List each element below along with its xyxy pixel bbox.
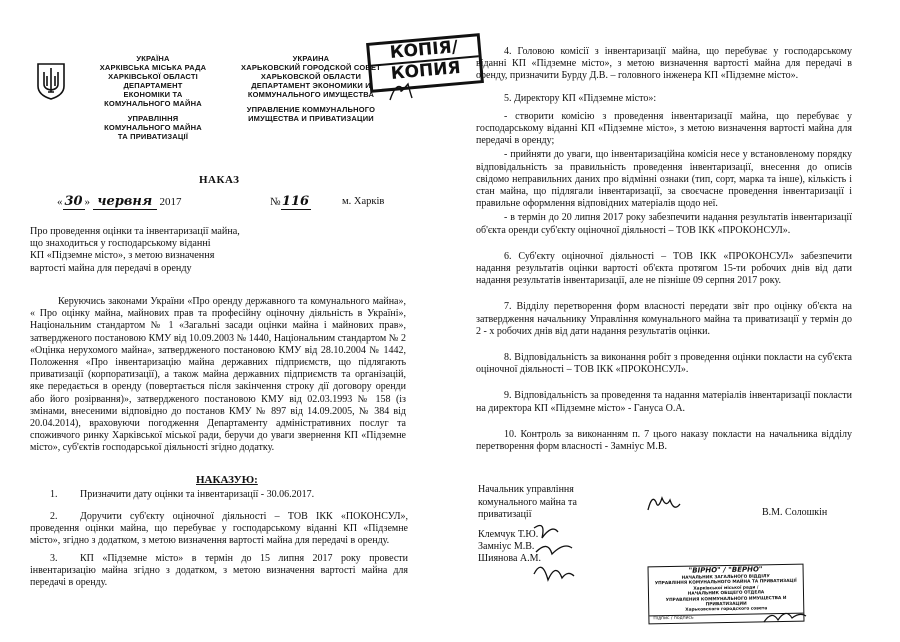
stamp-line: НАЧАЛЬНИК ЗАГАЛЬНОГО ВІДДІЛУ — [681, 574, 770, 581]
position-line: приватизації — [478, 509, 532, 521]
header-line: КОММУНАЛЬНОГО ИМУЩЕСТВА — [247, 90, 375, 99]
header-line: ХАРКІВСЬКОЇ ОБЛАСТІ — [108, 72, 198, 81]
order-item — [30, 553, 408, 589]
approval-signatures — [528, 518, 588, 595]
subject-line: КП «Підземне місто», з метою визначення — [30, 250, 215, 262]
date-month: червня — [93, 194, 157, 210]
header-line: УКРАЇНА — [136, 54, 170, 63]
header-line: ЕКОНОМІКИ ТА — [123, 90, 183, 99]
order-item-text: КП «Підземне місто» в термін до 15 липня 2017 року провести інвентаризацію майна згідно з додатком, з метою визначення вартості майна для передачі в оренду. — [30, 553, 408, 588]
approval-name: Клемчук Т.Ю. — [478, 529, 539, 540]
header-line: ТА ПРИВАТИЗАЦІЇ — [117, 132, 189, 141]
copy-stamp-line1: КОПІЯ/ — [389, 37, 459, 63]
true-copy-stamp-sign-label: Підпис / подпись — [649, 612, 803, 621]
header-line: УПРАВЛІННЯ — [127, 114, 179, 123]
header-line: УКРАИНА — [292, 54, 330, 63]
position-line: комунального майна та — [478, 496, 577, 508]
order-item: - створити комісію з проведення інвентаризації майна, що перебуває у господарському віданні КП «Підземне місто», з метою визначення вартості майна для передачі в оренду; — [476, 110, 852, 147]
signatory-name: В.М. Солошкін — [762, 507, 828, 518]
copy-stamp-line2: КОПИЯ — [371, 55, 480, 85]
stamp-line: УПРАВЛІННЯ КОМУНАЛЬНОГО МАЙНА ТА ПРИВАТИЗАЦІЇ — [654, 579, 797, 587]
stamp-line: НАЧАЛЬНИК ОБЩЕГО ОТДЕЛА — [687, 590, 765, 597]
signature-scribble-top — [386, 78, 416, 109]
header-right-rus — [236, 54, 386, 123]
approval-name: Шиянова А.М. — [478, 553, 542, 564]
order-item: 7. Відділу перетворення форм власності передати звіт про оцінку об'єкта на затвердження начальнику Управління комунального майна та приватизації у термін до 2 - х робочих днів від дати надання результатів оцінки. — [476, 301, 852, 337]
header-line: ХАРЬКОВСКОЙ ОБЛАСТИ — [260, 72, 362, 81]
order-item-number: 3. — [50, 553, 58, 564]
header-line: ДЕПАРТАМЕНТ ЭКОНОМИКИ И — [251, 81, 371, 90]
date-open-quote: « — [57, 196, 63, 208]
number-prefix: № — [270, 196, 281, 208]
date-day: 30 — [64, 194, 83, 209]
order-item: 6. Суб'єкту оціночної діяльності – ТОВ ІКК «ПРОКОНСУЛ» забезпечити надання результатів оцінки вартості об'єкта протягом 15-ти робочих днів від дати надання результатів інвентаризації, але не пізніше 09 серпня 2017 року. — [476, 250, 852, 287]
stamp-line: Харьковского городского совета — [685, 606, 768, 614]
copy-stamp — [366, 33, 484, 93]
order-item: - прийняти до уваги, що інвентаризаційна комісія несе у встановленому порядку відповідальність за правильність проведення інвентаризації, внесення до описів свідомо неправильних даних про відмінні ознаки (тип, сорт, марка та інше), кількість і стан майна, що підлягали інвентаризації, за своєчасне проведення інвентаризації і правильне оформлення відповідних матеріалів щодо неї. — [476, 149, 852, 210]
order-item: 8. Відповідальність за виконання робіт з проведення оцінки покласти на суб'єкта оціночної діяльності – ТОВ ІКК «ПРОКОНСУЛ». — [476, 352, 852, 376]
order-item: 5. Директору КП «Підземне місто»: — [504, 92, 657, 104]
order-item: 9. Відповідальність за проведення та надання матеріалів інвентаризації покласти на директора КП «Підземне місто» - Гануса О.А. — [476, 390, 852, 414]
date-year: 2017 — [159, 196, 182, 208]
order-city: м. Харків — [342, 196, 385, 207]
order-item: - в термін до 20 липня 2017 року забезпечити надання результатів інвентаризації об'єкта оренди суб'єкту оціночної діяльності – ТОВ ІКК «ПРОКОНСУЛ». — [476, 212, 852, 236]
true-copy-stamp-title: "ВІРНО" / "ВЕРНО" — [688, 565, 763, 575]
order-item-number: 2. — [50, 511, 58, 522]
order-item: 4. Головою комісії з інвентаризації майна, що перебуває у господарському віданні КП «Підземне місто», з метою визначення вартості майна для передачі в оренду, призначити Бурду Д.В. – головного інженера КП «Підземне місто». — [476, 46, 852, 82]
header-line: КОМУНАЛЬНОГО МАЙНА — [104, 99, 202, 108]
stamp-line: Харківської міської ради / — [693, 585, 759, 592]
order-items-right — [476, 46, 852, 453]
header-line: ИМУЩЕСТВА И ПРИВАТИЗАЦИИ — [248, 114, 374, 123]
stamp-line: УПРАВЛЕНИЯ КОММУНАЛЬНОГО ИМУЩЕСТВА И ПРИВАТИЗАЦИИ — [665, 595, 787, 608]
order-subject — [30, 226, 290, 275]
order-date — [57, 194, 237, 210]
order-item-text: Доручити суб'єкту оціночної діяльності – ТОВ ІКК «ПОКОНСУЛ», проведення оцінки майна, що перебуває у господарському віданні КП «Підземне місто», згідно з додатком, з метою визначення вартості майна для передачі в оренду. — [30, 511, 408, 546]
orders-heading: НАКАЗУЮ: — [196, 474, 258, 486]
header-line: УПРАВЛЕНИЕ КОММУНАЛЬНОГО — [246, 105, 376, 114]
number-value: 116 — [281, 194, 310, 209]
header-line: КОМУНАЛЬНОГО МАЙНА — [104, 123, 202, 132]
order-item: 10. Контроль за виконанням п. 7 цього наказу покласти на начальника відділу перетворення форм власності - Замніус М.В. — [476, 428, 852, 453]
stamp-signature — [760, 606, 810, 631]
subject-line: вартості майна для передачі в оренду — [30, 262, 192, 274]
subject-line: що знаходиться у господарському віданні — [30, 238, 211, 250]
coat-of-arms-emblem — [36, 62, 66, 100]
signature-head — [644, 490, 684, 523]
subject-line: Про проведення оцінки та інвентаризації майна, — [30, 226, 240, 237]
header-line: ХАРКІВСЬКА МІСЬКА РАДА — [99, 63, 207, 72]
header-line: ХАРЬКОВСКИЙ ГОРОДСКОЙ СОВЕТ — [241, 63, 381, 72]
order-items-left — [30, 489, 408, 595]
preamble-text: Керуючись законами України «Про оренду державного та комунального майна», « Про оцінку майна, майнових прав та професійну оціночну діяльність в Україні», Національним стандартом № 1 «Загальні засади оцінки майна і майнових прав», затвердженого постановою КМУ від 10.09.2003 № 1440, Національним стандартом № 2 «Оцінка нерухомого майна», затвердженого постановою КМУ від 28.10.2004 № 1442, Положення «Про інвентаризацію майна державних підприємств, що підлягають приватизації (корпоратизації), а також майна державних підприємств та організацій, яке передається в оренду (повертається після закінчення строку дії договору оренди або його розірвання)», затвердженого постановою КМУ від 02.03.1993 № 158 (із змінами, внесеними відповідно до постанов КМУ № 897 від 14.09.2005, № 384 від 20.04.2014), враховуючи погодження Департаменту адміністративних послуг та споживчого ринку Харківської міської ради, беручи до уваги звернення КП «Підземне місто», суб'єктів господарської діяльності згідно додатку. — [30, 296, 406, 454]
order-item — [30, 511, 408, 547]
order-item-text: Призначити дату оцінки та інвентаризації - 30.06.2017. — [80, 489, 315, 500]
header-left-ukr — [78, 54, 228, 141]
order-number — [270, 194, 311, 210]
approval-name: Замніус М.В. — [478, 541, 535, 552]
order-item-number: 1. — [50, 489, 58, 500]
position-line: Начальник управління — [478, 484, 574, 495]
order-item — [30, 489, 408, 501]
header-line: ДЕПАРТАМЕНТ — [123, 81, 183, 90]
signatory-position — [478, 484, 577, 522]
date-close-quote: » — [84, 196, 90, 208]
order-title: НАКАЗ — [199, 174, 240, 186]
